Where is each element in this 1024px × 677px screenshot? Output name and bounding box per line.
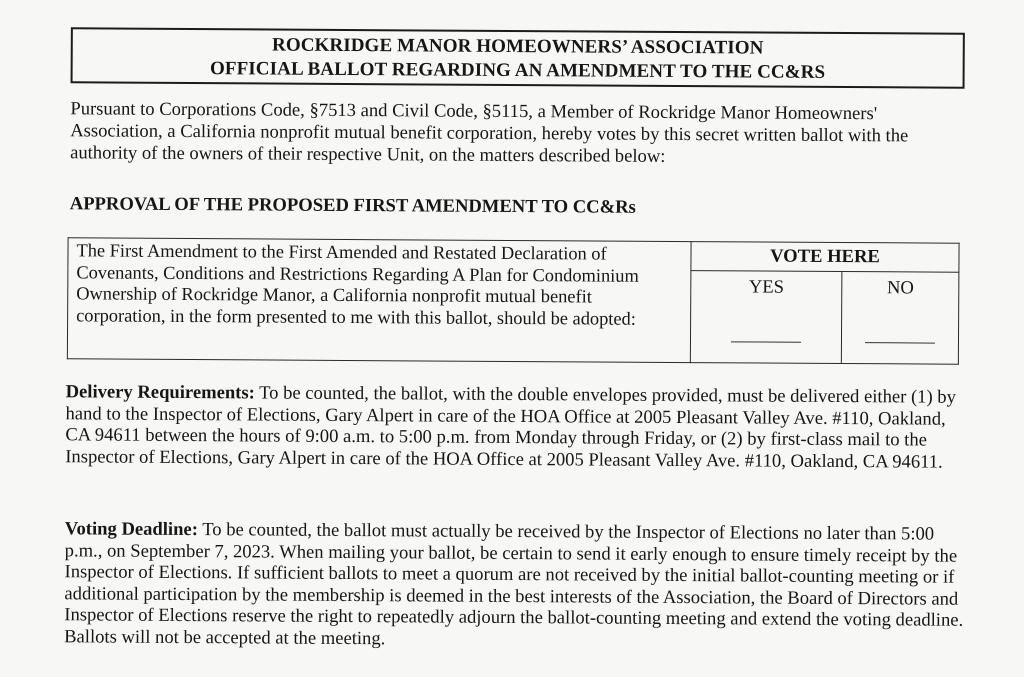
- no-vote-line[interactable]: [865, 342, 935, 343]
- section-heading: APPROVAL OF THE PROPOSED FIRST AMENDMENT TO CC&Rs: [69, 193, 636, 218]
- delivery-requirements: [65, 381, 966, 472]
- yes-vote-cell[interactable]: [690, 271, 842, 364]
- delivery-text: To be counted, the ballot, with the double envelopes provided, must be delivered either (1) by hand to the Inspector of Elections, Gary Alpert in care of the HOA Office at 2005 Pleasant Valley Ave. #110, Oakland, CA 94611 between the hours of 9:00 a.m. to 5:00 p.m. from Monday through Friday, or (2) by first-class mail to the Inspector of Elections, Gary Alpert in care of the HOA Office at 2005 Pleasant Valley Ave. #110, Oakland, CA 94611.: [65, 382, 957, 473]
- no-vote-cell[interactable]: [842, 272, 959, 365]
- ballot-table: [67, 237, 960, 364]
- voting-deadline: [64, 518, 965, 652]
- intro-paragraph: Pursuant to Corporations Code, §7513 and Civil Code, §5115, a Member of Rockridge Manor Homeowners' Association, a California nonprofit mutual benefit corporation, hereby votes by this secret written ballot with the authority of the owners of their respective Unit, on the matters described below:: [70, 98, 909, 167]
- yes-vote-line[interactable]: [731, 341, 801, 342]
- ballot-header: [71, 27, 965, 88]
- vote-here-header: VOTE HERE: [691, 242, 959, 273]
- yes-label: YES: [748, 276, 785, 298]
- no-label: NO: [886, 277, 914, 299]
- ballot-title: OFFICIAL BALLOT REGARDING AN AMENDMENT TO THE CC&RS: [209, 58, 826, 83]
- delivery-lead: Delivery Requirements:: [65, 381, 255, 404]
- deadline-text: To be counted, the ballot must actually be received by the Inspector of Elections no later than 5:00 p.m., on September 7, 2023. When mailing your ballot, be certain to send it early enough to ensure timely receipt by the Inspector of Elections. If sufficient ballots to meet a quorum are not received by the initial ballot-counting meeting or if additional participation by the membership is deemed in the best interests of the Association, the Board of Directors and Inspector of Elections reserve the right to repeatedly adjourn the ballot-counting meeting and extend the voting deadline. Ballots will not be accepted at the meeting.: [64, 519, 964, 649]
- deadline-lead: Voting Deadline:: [64, 518, 198, 541]
- association-name: ROCKRIDGE MANOR HOMEOWNERS’ ASSOCIATION: [271, 34, 764, 59]
- amendment-text: The First Amendment to the First Amended and Restated Declaration of Covenants, Conditions and Restrictions Regarding A Plan for Condominium Ownership of Rockridge Manor, a California nonprofit mutual benefit corporation, in the form presented to me with this ballot, should be adopted:: [67, 238, 691, 363]
